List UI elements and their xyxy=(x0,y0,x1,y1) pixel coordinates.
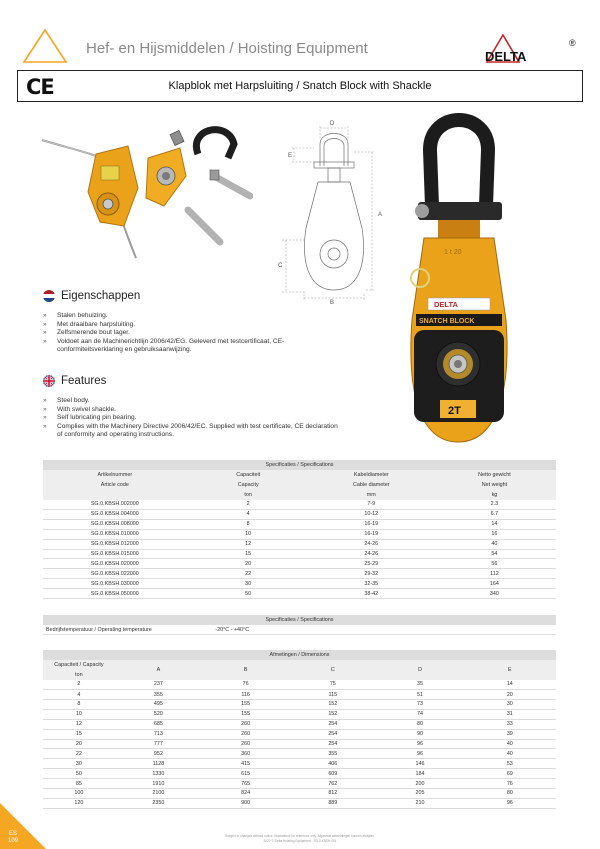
list-item: » Complies with the Machinery Directive 2006/42/EC. Supplied with test certificate, CE declaration of conformity and operating instructions. xyxy=(43,422,338,439)
table-cell: 685 xyxy=(115,719,202,729)
photo-model-text: SNATCH BLOCK xyxy=(419,318,475,325)
table-cell: 152 xyxy=(289,699,376,709)
table-cell: 32-35 xyxy=(310,579,433,589)
table-cell: 10 xyxy=(43,709,115,719)
features-nl-title: Eigenschappen xyxy=(61,290,141,302)
table-cell: SG.0.KBSH.012000 xyxy=(43,539,187,549)
table-cell: 29-32 xyxy=(310,569,433,579)
table-cell: 96 xyxy=(376,749,463,759)
spec-header-cell: Net weight xyxy=(433,480,556,490)
operating-label: Bedrijfstemperatuur / Operating temperature xyxy=(43,625,212,635)
table-cell: 495 xyxy=(115,699,202,709)
dimensions-col-header: A xyxy=(115,660,202,680)
table-cell: 80 xyxy=(464,788,556,798)
table-cell: 2.3 xyxy=(433,500,556,510)
table-row xyxy=(43,729,556,739)
table-cell: 889 xyxy=(289,798,376,808)
dim-label-c: C xyxy=(278,263,283,269)
table-cell: 164 xyxy=(433,579,556,589)
table-cell: 15 xyxy=(187,549,310,559)
table-cell: 56 xyxy=(433,559,556,569)
table-cell: 16-19 xyxy=(310,529,433,539)
table-cell: 39 xyxy=(464,729,556,739)
table-cell: 4 xyxy=(43,690,115,700)
table-cell: 205 xyxy=(376,788,463,798)
ce-mark: CE xyxy=(26,75,54,99)
table-cell: 4 xyxy=(187,509,310,519)
dutch-flag-icon xyxy=(43,290,55,302)
table-cell: 69 xyxy=(464,769,556,779)
spec-unit-cell: mm xyxy=(310,490,433,500)
spec-unit-cell xyxy=(43,490,187,500)
table-cell: 12 xyxy=(43,719,115,729)
page-number: ES 109 xyxy=(7,831,18,844)
table-cell: 237 xyxy=(115,680,202,690)
dim-label-d: D xyxy=(330,121,335,127)
table-cell: 120 xyxy=(43,798,115,808)
table-cell: 155 xyxy=(202,699,289,709)
table-cell: 96 xyxy=(376,739,463,749)
spec-header-cell: Article code xyxy=(43,480,187,490)
table-cell: SG.0.KBSH.010000 xyxy=(43,529,187,539)
table-cell: 8 xyxy=(43,699,115,709)
table-cell: 10-12 xyxy=(310,509,433,519)
registered-mark: ® xyxy=(569,38,576,48)
table-cell: 96 xyxy=(464,798,556,808)
table-cell: 16 xyxy=(433,529,556,539)
table-cell: 952 xyxy=(115,749,202,759)
table-row xyxy=(43,549,556,559)
table-cell: 15 xyxy=(43,729,115,739)
table-cell: 8 xyxy=(187,519,310,529)
table-cell: 112 xyxy=(433,569,556,579)
table-cell: 713 xyxy=(115,729,202,739)
table-cell: 2100 xyxy=(115,788,202,798)
table-cell: 2350 xyxy=(115,798,202,808)
dim-label-a: A xyxy=(378,212,383,218)
table-cell: 115 xyxy=(289,690,376,700)
product-photo xyxy=(404,110,512,446)
table-cell: 100 xyxy=(43,788,115,798)
table-cell: SG.0.KBSH.008000 xyxy=(43,519,187,529)
table-cell: 20 xyxy=(43,739,115,749)
table-cell: 30 xyxy=(187,579,310,589)
table-cell: 260 xyxy=(202,729,289,739)
operating-caption: Specificaties / Specifications xyxy=(43,615,556,625)
spec-unit-cell: ton xyxy=(187,490,310,500)
operating-value: -20°C - +40°C xyxy=(212,625,556,635)
product-title-bar xyxy=(17,70,583,102)
table-cell: SG.0.KBSH.022000 xyxy=(43,569,187,579)
features-en-title: Features xyxy=(61,375,107,387)
table-cell: 76 xyxy=(202,680,289,690)
table-cell: 40 xyxy=(464,749,556,759)
table-row xyxy=(43,539,556,549)
table-cell: 16-19 xyxy=(310,519,433,529)
table-cell: 609 xyxy=(289,769,376,779)
table-cell: 355 xyxy=(289,749,376,759)
dimensions-unit-header: ton xyxy=(43,670,115,680)
table-cell: 116 xyxy=(202,690,289,700)
table-row xyxy=(43,529,556,539)
table-cell: 24-26 xyxy=(310,549,433,559)
table-cell: 200 xyxy=(376,779,463,789)
table-cell: 152 xyxy=(289,709,376,719)
table-cell: SG.0.KBSH.050000 xyxy=(43,589,187,599)
table-cell: 54 xyxy=(433,549,556,559)
table-cell: 812 xyxy=(289,788,376,798)
table-cell: 24-26 xyxy=(310,539,433,549)
table-row xyxy=(43,709,556,719)
logo-text: DELTA xyxy=(485,49,527,64)
table-cell: 260 xyxy=(202,719,289,729)
table-cell: 14 xyxy=(464,680,556,690)
table-cell: 31 xyxy=(464,709,556,719)
dimensions-col-header: B xyxy=(202,660,289,680)
table-cell: 2 xyxy=(187,500,310,510)
dim-label-b: B xyxy=(330,300,335,304)
table-cell: 40 xyxy=(433,539,556,549)
table-cell: 2 xyxy=(43,680,115,690)
table-cell: 1128 xyxy=(115,759,202,769)
table-cell: 254 xyxy=(289,729,376,739)
table-cell: 22 xyxy=(43,749,115,759)
header-title: Hef- en Hijsmiddelen / Hoisting Equipment xyxy=(86,40,368,57)
table-row xyxy=(43,589,556,599)
table-cell: 53 xyxy=(464,759,556,769)
table-cell: 210 xyxy=(376,798,463,808)
footer-disclaimer: Subject to changes without notice. Illustrations for reference only. Afgaande afbeeldingen kunnen afwijken. 2022 © Delta Hoisting Equipment - SG.0.KBSH.001 xyxy=(225,834,375,843)
table-cell: 38-42 xyxy=(310,589,433,599)
table-cell: 35 xyxy=(376,680,463,690)
dimensions-col-header: C xyxy=(289,660,376,680)
list-item: » Stalen behuizing. xyxy=(43,312,108,319)
table-cell: 22 xyxy=(187,569,310,579)
table-cell: 1910 xyxy=(115,779,202,789)
features-en-section xyxy=(43,375,343,440)
list-item: » Voldoet aan de Machinerichtlijn 2006/42/EG. Geleverd met testcertificaat, CE-conformiteitsverklaring en gebruiksaanwijzing. xyxy=(43,337,285,354)
table-cell: 254 xyxy=(289,719,376,729)
features-en-list xyxy=(43,397,343,440)
dimensions-capacity-header: Capaciteit / Capacity xyxy=(43,660,115,670)
dimensions-col-header: E xyxy=(464,660,556,680)
table-cell: 25-29 xyxy=(310,559,433,569)
table-row xyxy=(43,699,556,709)
dimensions-col-header: D xyxy=(376,660,463,680)
table-cell: 51 xyxy=(376,690,463,700)
table-cell: SG.0.KBSH.004000 xyxy=(43,509,187,519)
table-row xyxy=(43,500,556,510)
table-cell: SG.0.KBSH.030000 xyxy=(43,579,187,589)
photo-brand-text: DELTA xyxy=(434,300,458,309)
table-row xyxy=(43,779,556,789)
table-cell: 762 xyxy=(289,779,376,789)
table-cell: 90 xyxy=(376,729,463,739)
table-row xyxy=(43,559,556,569)
table-cell: 254 xyxy=(289,739,376,749)
list-item: » With swivel shackle. xyxy=(43,405,116,413)
table-cell: 30 xyxy=(464,699,556,709)
list-item: » Self lubricating pin bearing. xyxy=(43,414,137,422)
table-row xyxy=(43,680,556,690)
table-cell: 76 xyxy=(464,779,556,789)
table-cell: 406 xyxy=(289,759,376,769)
table-cell: 14 xyxy=(433,519,556,529)
table-cell: 6.7 xyxy=(433,509,556,519)
product-title: Klapblok met Harpsluiting / Snatch Block with Shackle xyxy=(168,80,432,92)
spec-caption: Specificaties / Specifications xyxy=(43,460,556,470)
table-row xyxy=(43,739,556,749)
table-row xyxy=(43,749,556,759)
table-cell: 20 xyxy=(464,690,556,700)
table-cell: SG.0.KBSH.020000 xyxy=(43,559,187,569)
table-cell: 20 xyxy=(187,559,310,569)
table-row xyxy=(43,788,556,798)
table-row xyxy=(43,519,556,529)
dimensions-table xyxy=(43,650,556,809)
table-cell: 30 xyxy=(43,759,115,769)
list-item: » Zelfsmerende bout lager. xyxy=(43,329,130,337)
table-cell: 900 xyxy=(202,798,289,808)
exploded-parts-image xyxy=(38,118,253,273)
table-cell: 40 xyxy=(464,739,556,749)
table-cell: 340 xyxy=(433,589,556,599)
table-cell: 824 xyxy=(202,788,289,798)
table-row xyxy=(43,798,556,808)
table-cell: 155 xyxy=(202,709,289,719)
delta-logo xyxy=(481,34,581,66)
table-cell: SG.0.KBSH.002000 xyxy=(43,500,187,510)
spec-header-cell: Artikelnummer xyxy=(43,470,187,480)
table-cell: 7-9 xyxy=(310,500,433,510)
dimensions-caption: Afmetingen / Dimensions xyxy=(43,650,556,660)
spec-unit-cell: kg xyxy=(433,490,556,500)
table-row xyxy=(43,719,556,729)
table-cell: 355 xyxy=(115,690,202,700)
table-cell: 415 xyxy=(202,759,289,769)
table-cell: 85 xyxy=(43,779,115,789)
table-cell: SG.0.KBSH.015000 xyxy=(43,549,187,559)
table-row xyxy=(43,759,556,769)
list-item: » Steel body. xyxy=(43,397,90,404)
table-cell: 777 xyxy=(115,739,202,749)
table-cell: 80 xyxy=(376,719,463,729)
features-nl-section xyxy=(43,290,343,355)
table-cell: 12 xyxy=(187,539,310,549)
table-cell: 33 xyxy=(464,719,556,729)
table-cell: 765 xyxy=(202,779,289,789)
table-row xyxy=(43,509,556,519)
photo-wll-text: 1 t 20 xyxy=(444,249,462,256)
spec-header-cell: Capaciteit xyxy=(187,470,310,480)
spec-header-cell: Cable diameter xyxy=(310,480,433,490)
table-cell: 184 xyxy=(376,769,463,779)
spec-header-cell: Capacity xyxy=(187,480,310,490)
technical-drawing xyxy=(274,118,394,304)
warning-triangle-icon xyxy=(22,28,68,64)
photo-capacity-text: 2T xyxy=(448,405,461,417)
table-cell: 260 xyxy=(202,739,289,749)
table-cell: 74 xyxy=(376,709,463,719)
dim-label-e: E xyxy=(288,153,293,159)
table-cell: 520 xyxy=(115,709,202,719)
table-cell: 50 xyxy=(187,589,310,599)
list-item: » Met draaibare harpsluiting. xyxy=(43,320,136,328)
table-cell: 73 xyxy=(376,699,463,709)
table-cell: 360 xyxy=(202,749,289,759)
table-row xyxy=(43,569,556,579)
specifications-table xyxy=(43,460,556,599)
table-cell: 75 xyxy=(289,680,376,690)
table-cell: 146 xyxy=(376,759,463,769)
table-row xyxy=(43,579,556,589)
table-row xyxy=(43,769,556,779)
table-cell: 10 xyxy=(187,529,310,539)
table-cell: 1330 xyxy=(115,769,202,779)
features-nl-list xyxy=(43,312,343,355)
operating-temperature-table xyxy=(43,615,556,635)
uk-flag-icon xyxy=(43,375,55,387)
table-row xyxy=(43,690,556,700)
table-cell: 50 xyxy=(43,769,115,779)
spec-header-cell: Netto gewicht xyxy=(433,470,556,480)
table-cell: 615 xyxy=(202,769,289,779)
spec-header-cell: Kabeldiameter xyxy=(310,470,433,480)
